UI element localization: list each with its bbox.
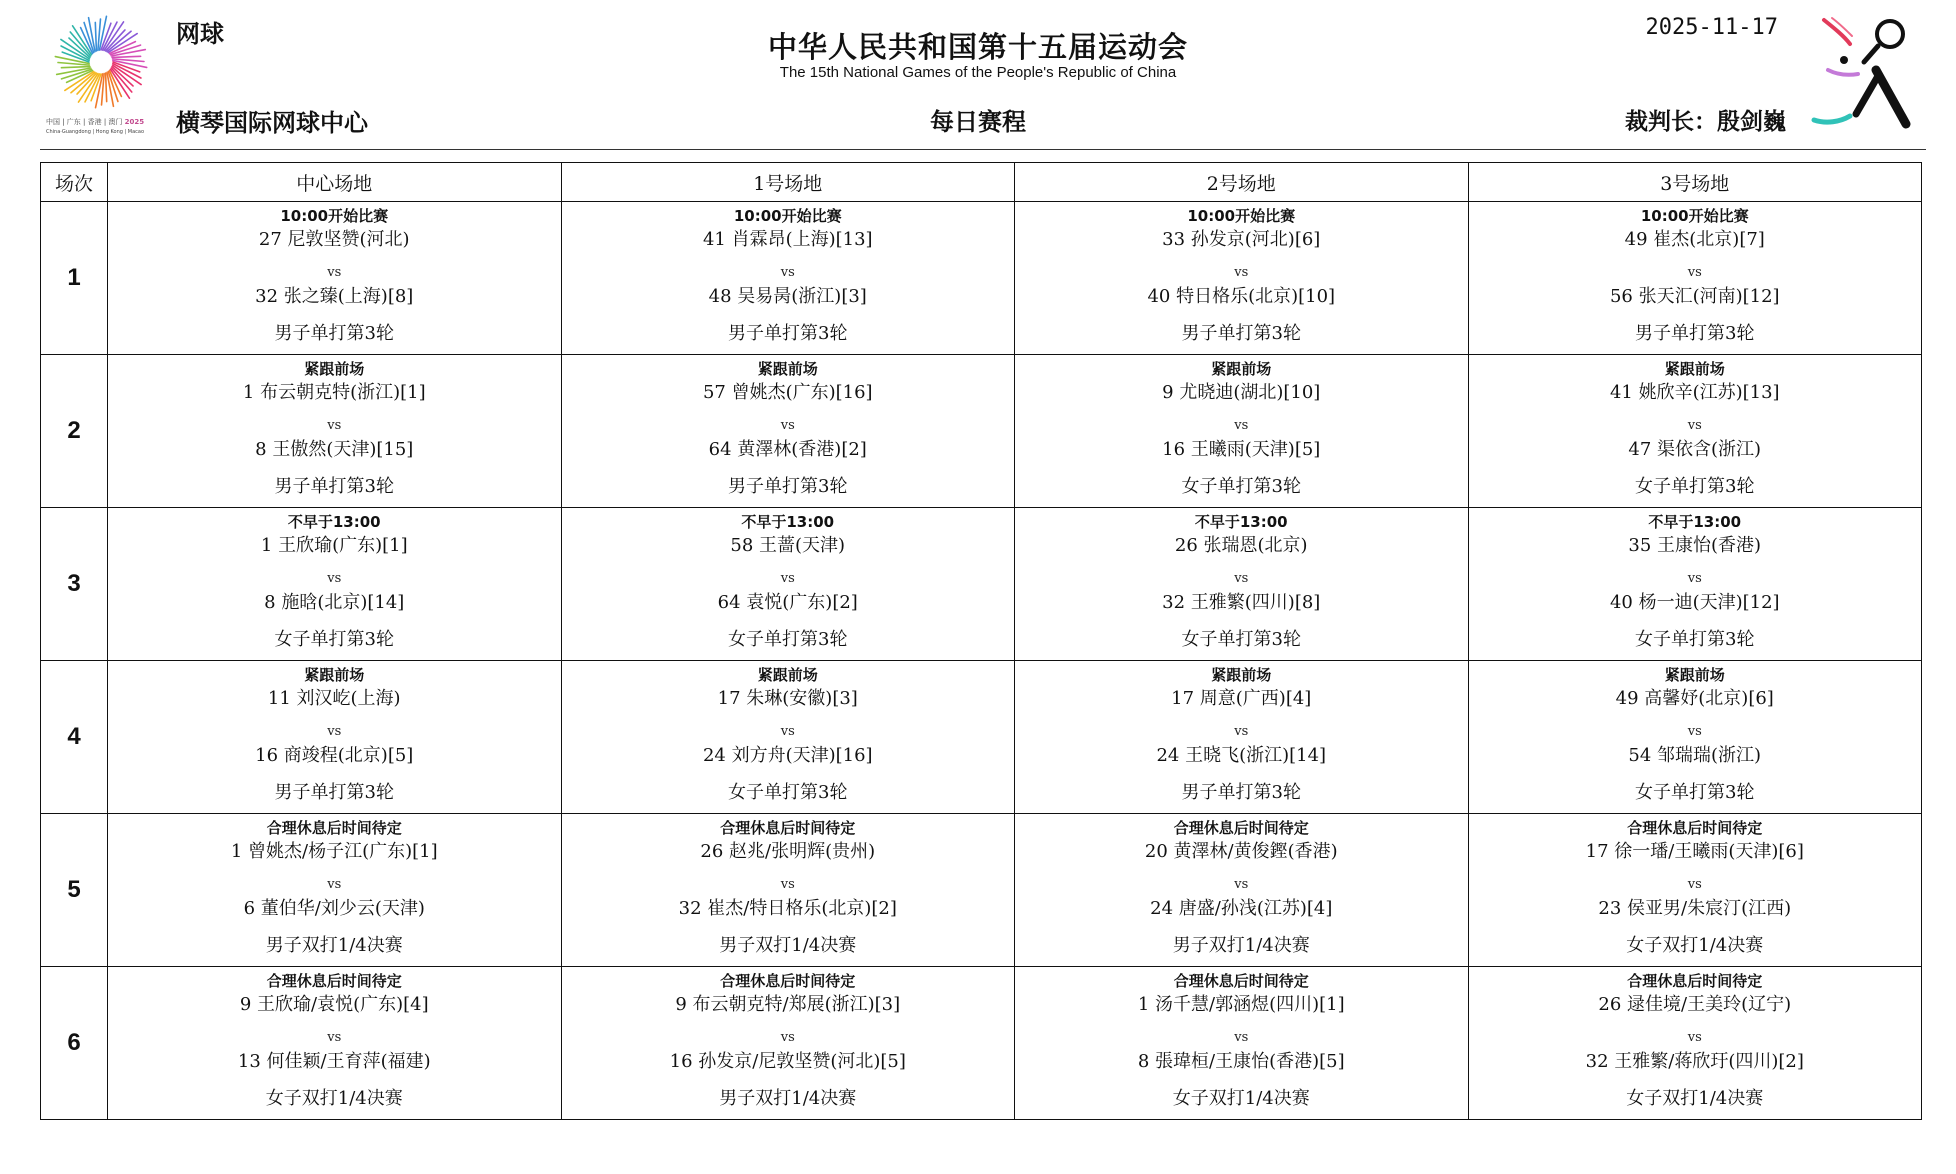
player-1: 27 尼敦坚赞(河北) <box>258 229 410 250</box>
round-number: 3 <box>41 508 108 661</box>
table-row <box>41 508 1922 661</box>
player-2: 48 吴易昺(浙江)[3] <box>708 286 867 307</box>
match-time: 10:00开始比赛 <box>1187 207 1296 225</box>
player-2: 6 董伯华/刘少云(天津) <box>243 898 425 919</box>
event-name: 女子双打1/4决赛 <box>265 1088 403 1109</box>
tennis-pictogram-icon <box>1806 14 1916 130</box>
versus-label: vs <box>780 1030 795 1045</box>
player-1: 17 朱琳(安徽)[3] <box>717 688 858 709</box>
player-2: 8 施晗(北京)[14] <box>264 592 405 613</box>
player-1: 9 尤晓迪(湖北)[10] <box>1162 382 1321 403</box>
player-2: 32 张之臻(上海)[8] <box>255 286 414 307</box>
versus-label: vs <box>1234 265 1249 280</box>
match-cell <box>108 661 562 814</box>
player-2: 47 渠依含(浙江) <box>1628 439 1762 460</box>
versus-label: vs <box>1687 418 1702 433</box>
header-divider <box>40 149 1926 150</box>
match-time: 紧跟前场 <box>757 360 818 378</box>
event-name: 男子单打第3轮 <box>274 476 394 497</box>
match-cell <box>561 355 1015 508</box>
player-1: 41 姚欣辛(江苏)[13] <box>1609 382 1780 403</box>
versus-label: vs <box>1687 877 1702 892</box>
player-1: 1 布云朝克特(浙江)[1] <box>242 382 426 403</box>
match-time: 10:00开始比赛 <box>733 207 842 225</box>
event-name: 男子双打1/4决赛 <box>265 935 403 956</box>
match-cell <box>1468 508 1922 661</box>
event-name: 女子单打第3轮 <box>1635 782 1755 803</box>
match-time: 不早于13:00 <box>741 513 835 531</box>
versus-label: vs <box>1687 1030 1702 1045</box>
player-2: 8 張瑋桓/王康怡(香港)[5] <box>1137 1051 1345 1072</box>
match-cell <box>1015 202 1469 355</box>
player-1: 9 布云朝克特/郑展(浙江)[3] <box>675 994 901 1015</box>
player-1: 1 汤千慧/郭涵煜(四川)[1] <box>1137 994 1345 1015</box>
event-name: 女子单打第3轮 <box>728 782 848 803</box>
match-time: 合理休息后时间待定 <box>1173 972 1309 990</box>
match-cell <box>1468 967 1922 1120</box>
versus-label: vs <box>1234 724 1249 739</box>
table-row <box>41 355 1922 508</box>
match-cell <box>1015 661 1469 814</box>
player-2: 56 张天汇(河南)[12] <box>1609 286 1780 307</box>
match-cell <box>1468 355 1922 508</box>
match-cell <box>1468 814 1922 967</box>
match-time: 合理休息后时间待定 <box>1627 972 1763 990</box>
event-name: 女子单打第3轮 <box>728 629 848 650</box>
match-time: 合理休息后时间待定 <box>1627 819 1763 837</box>
player-2: 64 袁悦(广东)[2] <box>717 592 858 613</box>
player-1: 9 王欣瑜/袁悦(广东)[4] <box>239 994 429 1015</box>
match-cell <box>1015 355 1469 508</box>
match-cell <box>561 661 1015 814</box>
player-2: 32 王雅繁(四川)[8] <box>1162 592 1321 613</box>
event-name: 男子双打1/4决赛 <box>719 1088 857 1109</box>
player-1: 41 肖霖昂(上海)[13] <box>702 229 873 250</box>
table-header-row <box>41 163 1922 202</box>
match-time: 10:00开始比赛 <box>1640 207 1749 225</box>
table-row <box>41 967 1922 1120</box>
versus-label: vs <box>327 1030 342 1045</box>
event-name: 男子单打第3轮 <box>1181 782 1301 803</box>
player-1: 57 曾姚杰(广东)[16] <box>702 382 873 403</box>
schedule-title: 每日赛程 <box>930 108 1026 136</box>
versus-label: vs <box>780 724 795 739</box>
player-2: 8 王傲然(天津)[15] <box>255 439 414 460</box>
versus-label: vs <box>780 571 795 586</box>
player-2: 24 唐盛/孙浅(江苏)[4] <box>1150 898 1333 919</box>
page-title: 中华人民共和国第十五届运动会 <box>767 30 1188 64</box>
player-1: 26 逯佳境/王美玲(辽宁) <box>1598 994 1792 1015</box>
sport-name: 网球 <box>176 20 224 48</box>
versus-label: vs <box>1234 1030 1249 1045</box>
player-1: 26 赵兆/张明辉(贵州) <box>700 841 876 862</box>
player-2: 23 侯亚男/朱宸汀(江西) <box>1598 898 1792 919</box>
event-name: 男子单打第3轮 <box>1635 323 1755 344</box>
event-name: 女子单打第3轮 <box>1181 476 1301 497</box>
event-name: 女子单打第3轮 <box>274 629 394 650</box>
match-time: 不早于13:00 <box>1194 513 1288 531</box>
player-1: 49 高馨妤(北京)[6] <box>1615 688 1774 709</box>
player-1: 20 黄澤林/黄俊鏗(香港) <box>1144 841 1338 862</box>
player-1: 26 张瑞恩(北京) <box>1174 535 1308 556</box>
versus-label: vs <box>780 265 795 280</box>
player-1: 17 周意(广西)[4] <box>1171 688 1312 709</box>
versus-label: vs <box>1234 877 1249 892</box>
versus-label: vs <box>327 571 342 586</box>
round-number: 1 <box>41 202 108 355</box>
event-name: 男子单打第3轮 <box>728 476 848 497</box>
event-name: 女子单打第3轮 <box>1635 476 1755 497</box>
event-name: 男子单打第3轮 <box>274 782 394 803</box>
match-time: 合理休息后时间待定 <box>266 819 402 837</box>
column-header: 2号场地 <box>1015 163 1469 202</box>
player-1: 33 孙发京(河北)[6] <box>1162 229 1321 250</box>
match-time: 紧跟前场 <box>304 666 365 684</box>
match-time: 合理休息后时间待定 <box>720 972 856 990</box>
match-cell <box>1468 661 1922 814</box>
event-name: 男子双打1/4决赛 <box>719 935 857 956</box>
schedule-date: 2025-11-17 <box>1645 15 1778 40</box>
match-cell <box>1015 508 1469 661</box>
column-header: 中心场地 <box>108 163 562 202</box>
event-name: 男子单打第3轮 <box>274 323 394 344</box>
match-time: 紧跟前场 <box>757 666 818 684</box>
player-1: 17 徐一璠/王曦雨(天津)[6] <box>1585 841 1804 862</box>
referee-name: 裁判长：殷剑巍 <box>1625 109 1786 135</box>
venue-name: 横琴国际网球中心 <box>176 109 368 137</box>
logo-caption: 中国 | 广东 | 香港 | 澳门 2025 China·Guangdong | Hong Kong | Macao <box>46 118 145 135</box>
table-row <box>41 202 1922 355</box>
match-cell <box>108 508 562 661</box>
match-cell <box>1015 814 1469 967</box>
player-2: 13 何佳颖/王育萍(福建) <box>237 1051 431 1072</box>
round-number: 6 <box>41 967 108 1120</box>
player-1: 11 刘汉屹(上海) <box>267 688 401 709</box>
player-2: 32 崔杰/特日格乐(北京)[2] <box>678 898 897 919</box>
match-cell <box>108 355 562 508</box>
versus-label: vs <box>1687 571 1702 586</box>
match-time: 不早于13:00 <box>1648 513 1742 531</box>
column-header: 3号场地 <box>1468 163 1922 202</box>
versus-label: vs <box>1687 265 1702 280</box>
versus-label: vs <box>327 724 342 739</box>
event-name: 男子双打1/4决赛 <box>1172 935 1310 956</box>
match-time: 不早于13:00 <box>287 513 381 531</box>
column-header: 场次 <box>41 163 108 202</box>
versus-label: vs <box>1234 571 1249 586</box>
match-cell <box>108 202 562 355</box>
match-time: 合理休息后时间待定 <box>266 972 402 990</box>
player-1: 58 王蔷(天津) <box>730 535 846 556</box>
versus-label: vs <box>1234 418 1249 433</box>
schedule-table <box>40 162 1922 1120</box>
player-2: 16 王曦雨(天津)[5] <box>1162 439 1321 460</box>
round-number: 4 <box>41 661 108 814</box>
table-row <box>41 661 1922 814</box>
match-time: 紧跟前场 <box>1664 360 1725 378</box>
event-name: 女子双打1/4决赛 <box>1172 1088 1310 1109</box>
player-2: 32 王雅繁/蒋欣玗(四川)[2] <box>1585 1051 1804 1072</box>
match-cell <box>108 967 562 1120</box>
column-header: 1号场地 <box>561 163 1015 202</box>
match-cell <box>108 814 562 967</box>
versus-label: vs <box>780 877 795 892</box>
player-2: 40 杨一迪(天津)[12] <box>1609 592 1780 613</box>
event-name: 女子双打1/4决赛 <box>1626 935 1764 956</box>
versus-label: vs <box>327 418 342 433</box>
match-cell <box>561 814 1015 967</box>
versus-label: vs <box>327 265 342 280</box>
match-time: 合理休息后时间待定 <box>720 819 856 837</box>
match-time: 紧跟前场 <box>1664 666 1725 684</box>
event-name: 女子单打第3轮 <box>1635 629 1755 650</box>
event-name: 女子单打第3轮 <box>1181 629 1301 650</box>
page-subtitle: The 15th National Games of the People's Republic of China <box>779 64 1177 81</box>
round-number: 2 <box>41 355 108 508</box>
match-time: 合理休息后时间待定 <box>1173 819 1309 837</box>
versus-label: vs <box>327 877 342 892</box>
versus-label: vs <box>780 418 795 433</box>
match-cell <box>561 967 1015 1120</box>
round-number: 5 <box>41 814 108 967</box>
player-2: 24 王晓飞(浙江)[14] <box>1156 745 1327 766</box>
event-name: 男子单打第3轮 <box>728 323 848 344</box>
match-time: 紧跟前场 <box>1211 360 1272 378</box>
match-cell <box>561 508 1015 661</box>
match-cell <box>561 202 1015 355</box>
event-name: 女子双打1/4决赛 <box>1626 1088 1764 1109</box>
player-1: 35 王康怡(香港) <box>1628 535 1762 556</box>
match-time: 紧跟前场 <box>304 360 365 378</box>
match-time: 10:00开始比赛 <box>280 207 389 225</box>
player-2: 16 孙发京/尼敦坚赞(河北)[5] <box>669 1051 906 1072</box>
table-row <box>41 814 1922 967</box>
versus-label: vs <box>1687 724 1702 739</box>
player-2: 16 商竣程(北京)[5] <box>255 745 414 766</box>
match-cell <box>1015 967 1469 1120</box>
player-2: 54 邹瑞瑞(浙江) <box>1628 745 1762 766</box>
match-cell <box>1468 202 1922 355</box>
match-time: 紧跟前场 <box>1211 666 1272 684</box>
player-1: 49 崔杰(北京)[7] <box>1624 229 1765 250</box>
player-2: 40 特日格乐(北京)[10] <box>1147 286 1336 307</box>
player-2: 64 黄澤林(香港)[2] <box>708 439 867 460</box>
player-2: 24 刘方舟(天津)[16] <box>702 745 873 766</box>
player-1: 1 王欣瑜(广东)[1] <box>260 535 408 556</box>
event-name: 男子单打第3轮 <box>1181 323 1301 344</box>
player-1: 1 曾姚杰/杨子江(广东)[1] <box>230 841 438 862</box>
